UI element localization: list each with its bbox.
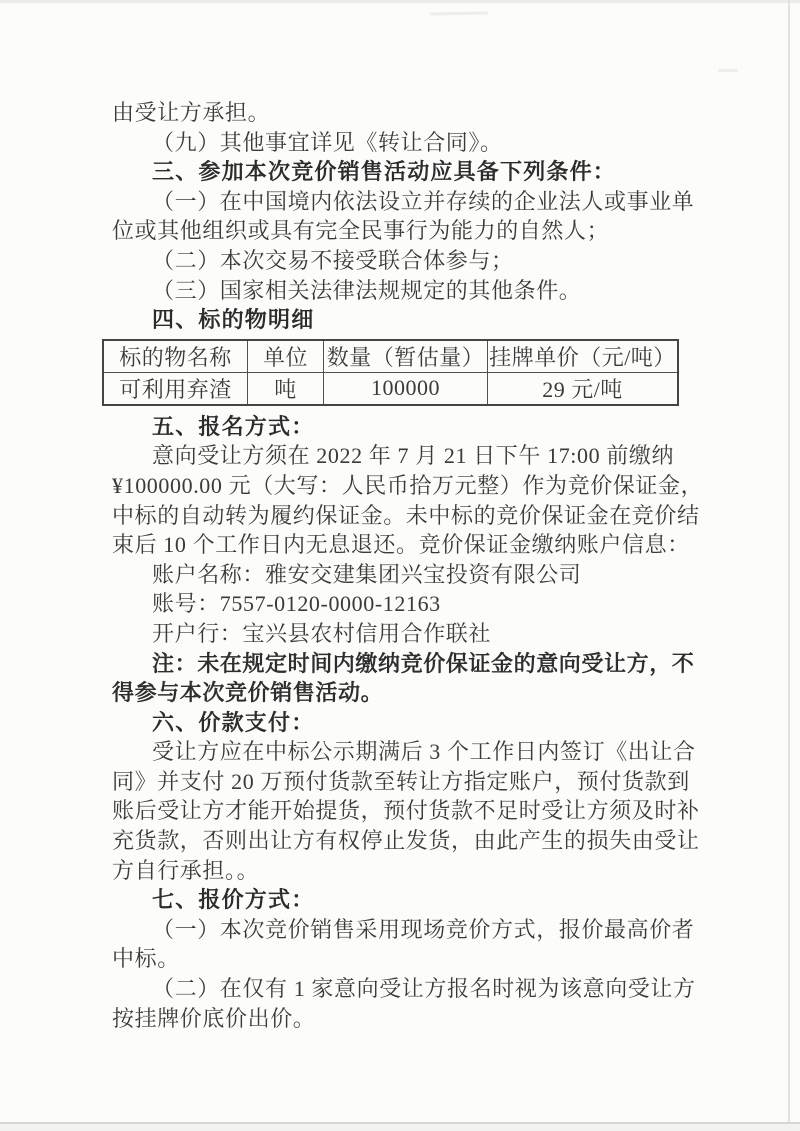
deposit-account-name: 账户名称：雅安交建集团兴宝投资有限公司 <box>152 561 582 587</box>
section-6-para-line-2: 同》并支付 20 万预付货款至转让方指定账户，预付货款到 <box>112 768 690 794</box>
section-5-para-line-4: 束后 10 个工作日内无息退还。竞价保证金缴纳账户信息： <box>112 532 690 558</box>
table-cell-quantity: 100000 <box>324 372 488 405</box>
section-6-heading: 六、价款支付： <box>152 709 315 735</box>
table-row <box>103 372 678 405</box>
table-header-unit: 单位 <box>248 340 324 373</box>
section-7-item-1-line-1: （一）本次竞价销售采用现场竞价方式，报价最高价者 <box>152 916 695 942</box>
subject-matter-table <box>102 339 679 406</box>
section-6-para-line-1: 受让方应在中标公示期满后 3 个工作日内签订《出让合 <box>152 739 696 765</box>
section-3-item-1-line-2: 位或其他组织或具有完全民事行为能力的自然人； <box>112 218 610 244</box>
section-5-para-line-3: 中标的自动转为履约保证金。未中标的竞价保证金在竞价结 <box>112 502 700 528</box>
section-5-para-line-1: 意向受让方须在 2022 年 7 月 21 日下午 17:00 前缴纳 <box>152 443 675 469</box>
table-header-row <box>103 340 678 373</box>
section-6-para-line-5: 方自行承担。。 <box>112 857 260 883</box>
deposit-bank: 开户行：宝兴县农村信用合作联社 <box>152 620 492 646</box>
deposit-note-line-1: 注：未在规定时间内缴纳竞价保证金的意向受让方，不 <box>152 650 695 676</box>
section-5-para-line-2: ¥100000.00 元（大写：人民币拾万元整）作为竞价保证金， <box>112 472 704 498</box>
deposit-note-line-2: 得参与本次竞价销售活动。 <box>112 680 384 706</box>
scan-edge-bottom-area <box>0 1124 800 1131</box>
table-header-quantity: 数量（暂估量） <box>324 340 488 373</box>
section-5-heading: 五、报名方式： <box>152 413 315 439</box>
table-header-price: 挂牌单价（元/吨） <box>488 340 679 373</box>
section-3-item-2: （二）本次交易不接受联合体参与； <box>152 247 514 273</box>
scan-smudge <box>718 69 738 72</box>
section-7-item-1-line-2: 中标。 <box>112 946 180 972</box>
scan-edge-right <box>788 0 790 1131</box>
section-3-item-3: （三）国家相关法律法规规定的其他条件。 <box>152 277 582 303</box>
section-7-heading: 七、报价方式： <box>152 887 315 913</box>
deposit-account-number: 账号：7557-0120-0000-12163 <box>152 591 441 617</box>
scan-smudge <box>430 11 488 15</box>
table-cell-unit: 吨 <box>248 372 324 405</box>
section-7-item-2-line-1: （二）在仅有 1 家意向受让方报名时视为该意向受让方 <box>152 976 696 1002</box>
document-body <box>112 98 712 1033</box>
table-cell-name: 可利用弃渣 <box>103 372 248 405</box>
table-header-name: 标的物名称 <box>103 340 248 373</box>
intro-item-9: （九）其他事宜详见《转让合同》。 <box>152 129 503 155</box>
scan-edge-top <box>0 0 800 3</box>
section-7-item-2-line-2: 按挂牌价底价出价。 <box>112 1005 316 1031</box>
section-6-para-line-3: 账后受让方才能开始提货，预付货款不足时受让方须及时补 <box>112 798 700 824</box>
table-cell-price: 29 元/吨 <box>488 372 679 405</box>
section-4-heading: 四、标的物明细 <box>152 307 315 333</box>
section-3-item-1-line-1: （一）在中国境内依法设立并存续的企业法人或事业单 <box>152 188 695 214</box>
paragraph-continuation: 由受让方承担。 <box>112 100 271 125</box>
section-6-para-line-4: 充货款，否则出让方有权停止发货，由此产生的损失由受让 <box>112 828 700 854</box>
section-3-heading: 三、参加本次竞价销售活动应具备下列条件： <box>152 159 617 185</box>
